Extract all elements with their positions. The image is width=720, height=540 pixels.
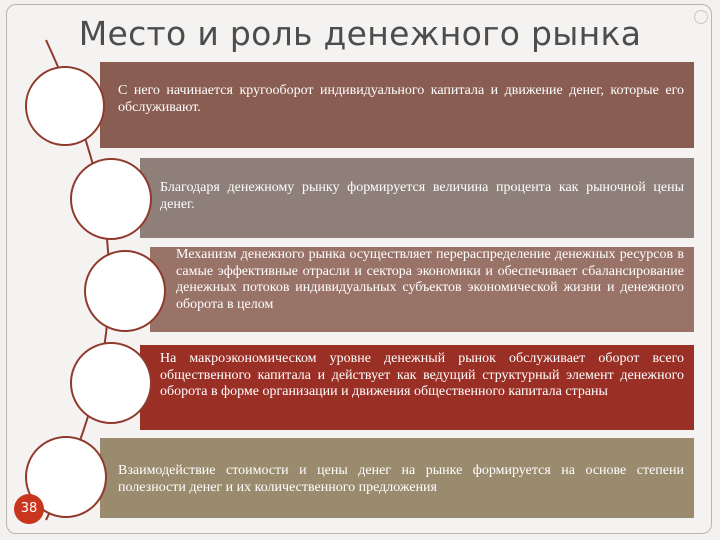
- list-item-5: [100, 438, 694, 518]
- page-number-badge: 38: [14, 494, 44, 524]
- bullet-circle-icon: [84, 250, 166, 332]
- list-item-text: Благодаря денежному рынку формируется величина процента как рыночной цены денег.: [160, 180, 684, 212]
- slide-title: Место и роль денежного рынка: [78, 14, 642, 53]
- bullet-circle-icon: [70, 342, 152, 424]
- list-item-3: [150, 247, 694, 332]
- list-item-text: На макроэкономическом уровне денежный рынок обслуживает оборот всего общественного капитала и действует как ведущий структурный элемент денежного оборота в форме организации и движения общественного капитала страны: [160, 351, 684, 399]
- list-item-text: С него начинается кругооборот индивидуального капитала и движение денег, которые его обслуживают.: [118, 83, 684, 115]
- bullet-circle-icon: [70, 158, 152, 240]
- bullet-circle-icon: [25, 66, 105, 146]
- list-item-text: Механизм денежного рынка осуществляет перераспределение денежных ресурсов в самые эффективные отрасли и сектора экономики и обеспечивает сбалансирование денежных потоков индивидуальных субъектов экономической жизни и денежного оборота в целом: [176, 247, 684, 312]
- list-item-4: [140, 345, 694, 430]
- list-item-2: [140, 158, 694, 238]
- list-item-text: Взаимодействие стоимости и цены денег на рынке формируется на основе степени полезности денег и их количественного предложения: [118, 463, 684, 495]
- list-item-1: [100, 62, 694, 148]
